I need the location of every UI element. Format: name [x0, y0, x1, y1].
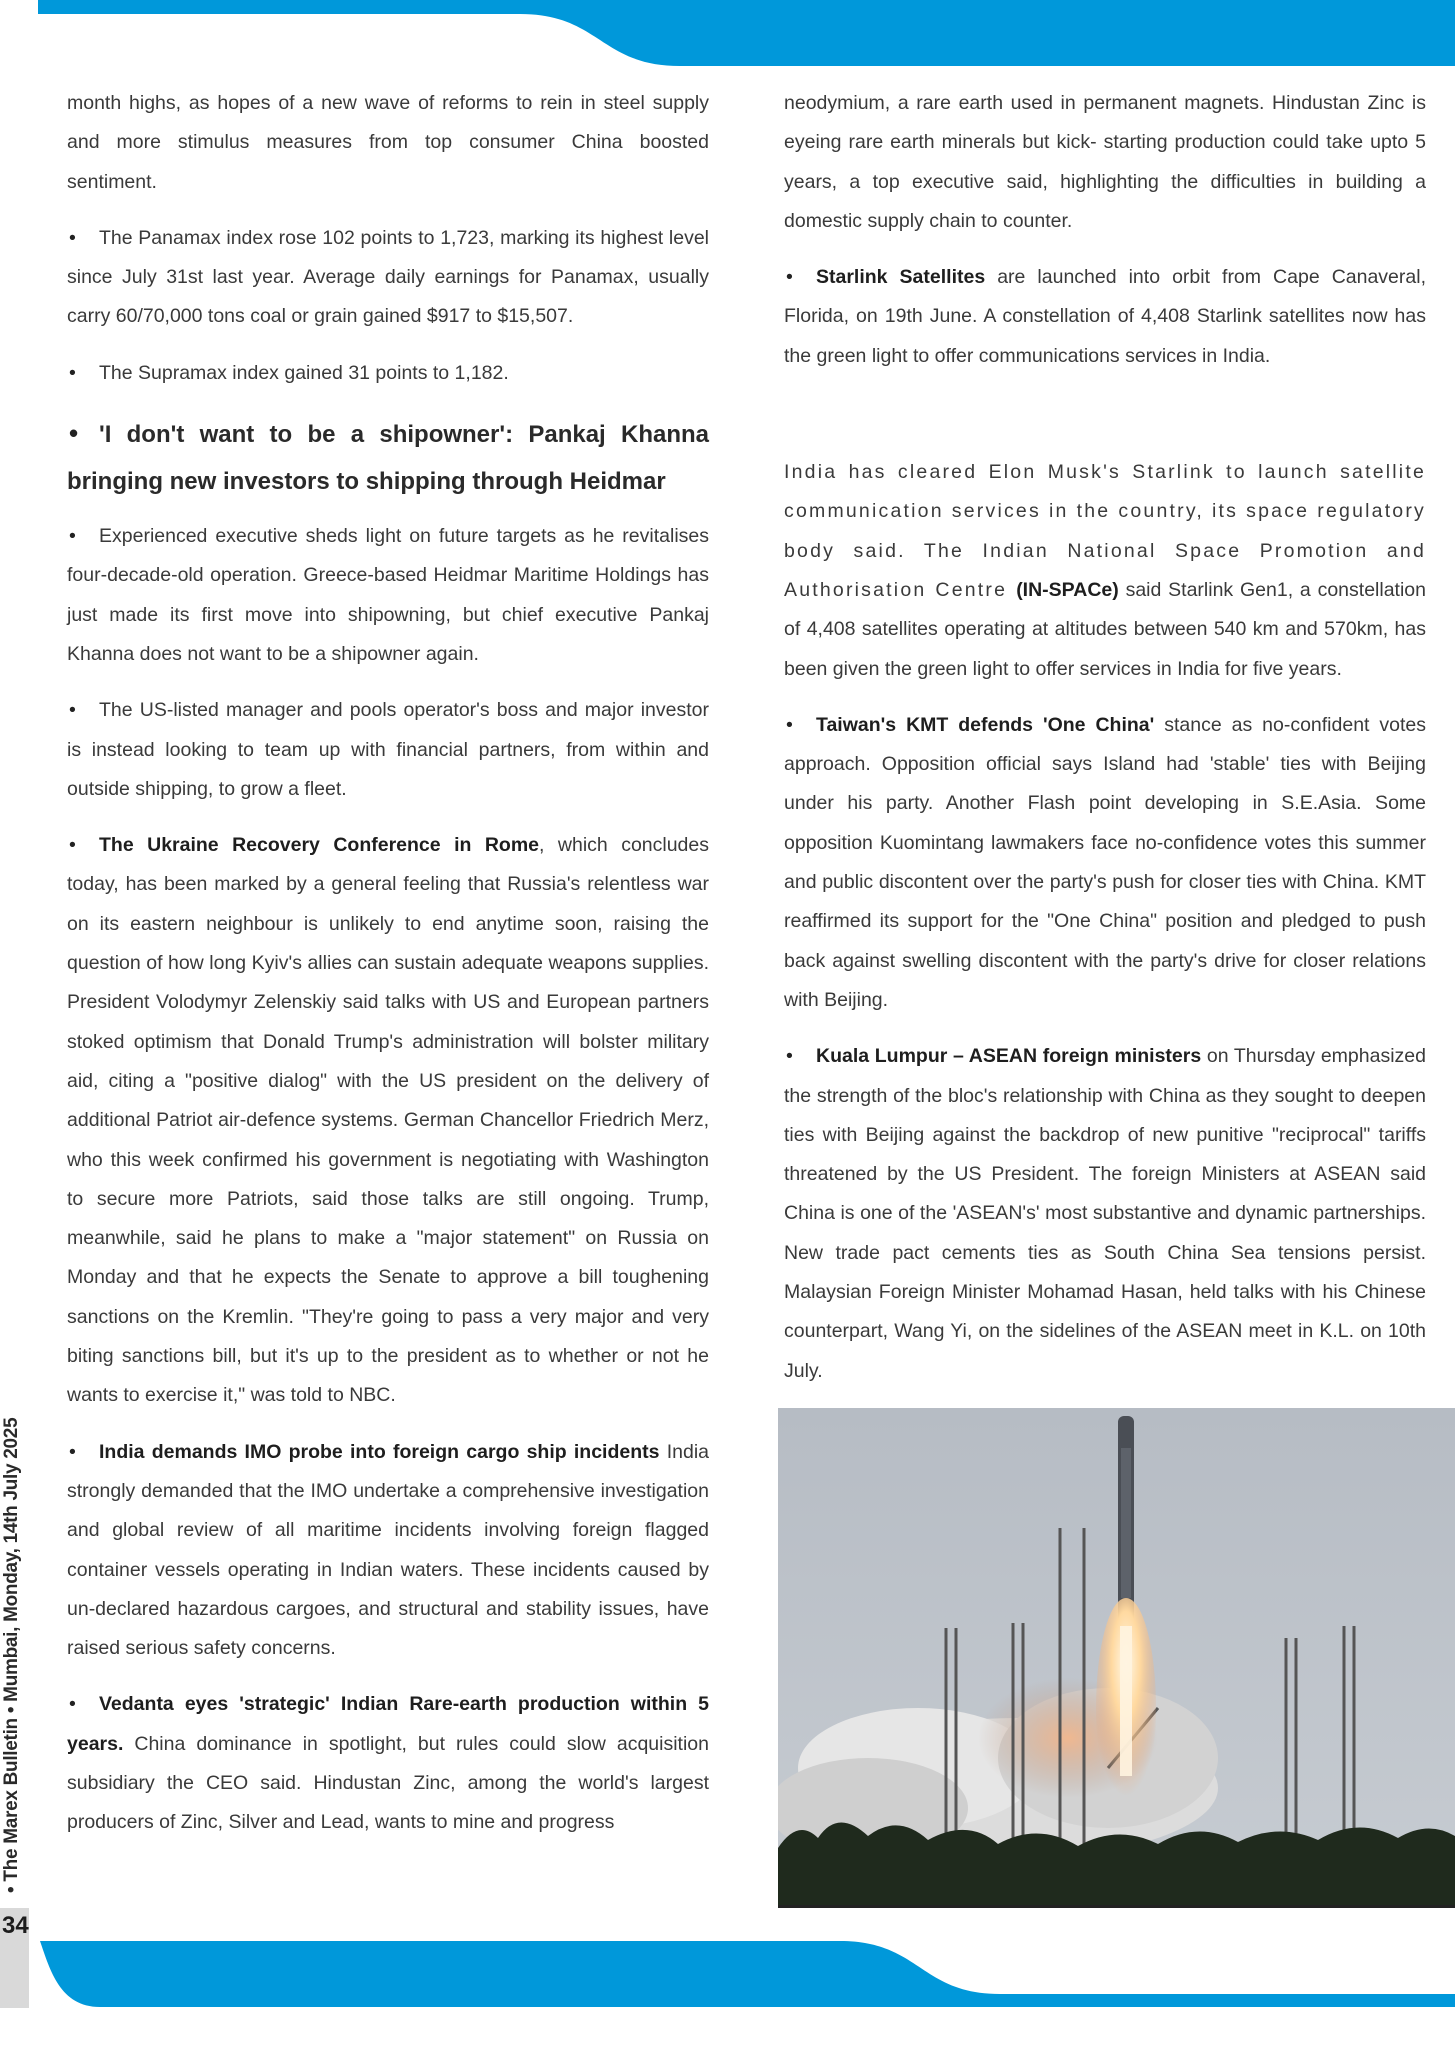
bullet: • [69, 1693, 76, 1716]
paragraph-neodymium: neodymium, a rare earth used in permanent magnets. Hindustan Zinc is eyeing rare earth minerals but kick- starting production could take upto 5 years, a top executive said, highlighting the difficulties in building a domestic supply chain to counter. [784, 92, 1426, 232]
headline-pankaj-khanna: • 'I don't want to be a shipowner': Pankaj Khanna bringing new investors to shipping through Heidmar [67, 410, 709, 505]
right-column [784, 84, 1426, 1408]
paragraph-asean: • Kuala Lumpur – ASEAN foreign ministers on Thursday emphasized the strength of the bloc's relationship with China as they sought to deepen ties with Beijing against the backdrop of new punitive "reciprocal" tariffs threatened by the US President. The foreign Ministers at ASEAN said China is one of the 'ASEAN's' most substantive and dynamic partnerships. New trade pact cements ties as South China Sea tensions persist. Malaysian Foreign Minister Mohamad Hasan, held talks with his Chinese counterpart, Wang Yi, on the sidelines of the ASEAN meet in K.L. on 10th July. [784, 1037, 1426, 1391]
vertical-masthead: • The Marex Bulletin • Mumbai, Monday, 14th July 2025 [1, 1417, 22, 1893]
bullet: • [786, 713, 793, 736]
bullet: • [69, 1440, 76, 1463]
bullet: • [69, 525, 76, 548]
paragraph-steel-highs: month highs, as hopes of a new wave of reforms to rein in steel supply and more stimulus measures from top consumer China boosted sentiment. [67, 92, 709, 193]
bullet: • [69, 361, 76, 384]
paragraph-heidmar: • Experienced executive sheds light on future targets as he revitalises four-decade-old operation. Greece-based Heidmar Maritime Holdings has just made its first move into shipowning, but chief executive Pankaj Khanna does not want to be a shipowner again. [67, 517, 709, 674]
bullet: • [69, 834, 76, 857]
left-column [67, 84, 709, 1860]
paragraph-us-listed-manager: • The US-listed manager and pools operator's boss and major investor is instead looking to team up with financial partners, from within and outside shipping, to grow a fleet. [67, 691, 709, 809]
bullet: • [69, 418, 79, 449]
paragraph-starlink-launch: • Starlink Satellites are launched into orbit from Cape Canaveral, Florida, on 19th June. A constellation of 4,408 Starlink satellites now has the green light to offer communications services in India. [784, 258, 1426, 376]
paragraph-ukraine-recovery: • The Ukraine Recovery Conference in Rome, which concludes today, has been marked by a general feeling that Russia's relentless war on its eastern neighbour is unlikely to end anytime soon, raising the question of how long Kyiv's allies can sustain adequate weapons supplies. President Volodymyr Zelenskiy said talks with US and European partners stoked optimism that Donald Trump's administration will bolster military aid, citing a "positive dialog" with the US president on the delivery of additional Patriot air-defence systems. German Chancellor Friedrich Merz, who this week confirmed his government is negotiating with Washington to secure more Patriots, said those talks are still ongoing. Trump, meanwhile, said he plans to make a "major statement" on Russia on Monday and that he expects the Senate to approve a bill toughening sanctions on the Kremlin. "They're going to pass a very major and very biting sanctions bill, but it's up to the president as to whether or not he wants to exercise it," was told to NBC. [67, 826, 709, 1415]
page-number: 34 [2, 1912, 29, 1939]
paragraph-panamax: • The Panamax index rose 102 points to 1,723, marking its highest level since July 31st last year. Average daily earnings for Panamax, usually carry 60/70,000 tons coal or grain gained $917 to $15,507. [67, 219, 709, 337]
bullet: • [786, 1045, 793, 1068]
paragraph-supramax: • The Supramax index gained 31 points to 1,182. [67, 354, 709, 393]
paragraph-vedanta: • Vedanta eyes 'strategic' Indian Rare-earth production within 5 years. China dominance in spotlight, but rules could slow acquisition subsidiary the CEO said. Hindustan Zinc, among the world's largest producers of Zinc, Silver and Lead, wants to mine and progress [67, 1685, 709, 1842]
bullet: • [69, 699, 76, 722]
bullet: • [69, 226, 76, 249]
paragraph-starlink-india: India has cleared Elon Musk's Starlink to launch satellite communication services in the country, its space regulatory body said. The Indian National Space Promotion and Authorisation Centre (IN-SPACe) said Starlink Gen1, a constellation of 4,408 satellites operating at altitudes between 540 km and 570km, has been given the green light to offer services in India for five years. [784, 461, 1426, 680]
bullet: • [786, 266, 793, 289]
rocket-launch-photo [778, 1408, 1455, 1908]
paragraph-india-imo: • India demands IMO probe into foreign cargo ship incidents India strongly demanded that the IMO undertake a comprehensive investigation and global review of all maritime incidents involving foreign flagged container vessels operating in Indian waters. These incidents caused by un-declared hazardous cargoes, and structural and stability issues, have raised serious safety concerns. [67, 1433, 709, 1669]
top-blue-band [0, 0, 1455, 70]
paragraph-taiwan-kmt: • Taiwan's KMT defends 'One China' stance as no-confident votes approach. Opposition official says Island had 'stable' ties with Beijing under his party. Another Flash point developing in S.E.Asia. Some opposition Kuomintang lawmakers face no-confidence votes this summer and public discontent over the party's push for closer ties with China. KMT reaffirmed its support for the "One China" position and pledged to push back against swelling discontent with the party's drive for closer relations with Beijing. [784, 706, 1426, 1020]
